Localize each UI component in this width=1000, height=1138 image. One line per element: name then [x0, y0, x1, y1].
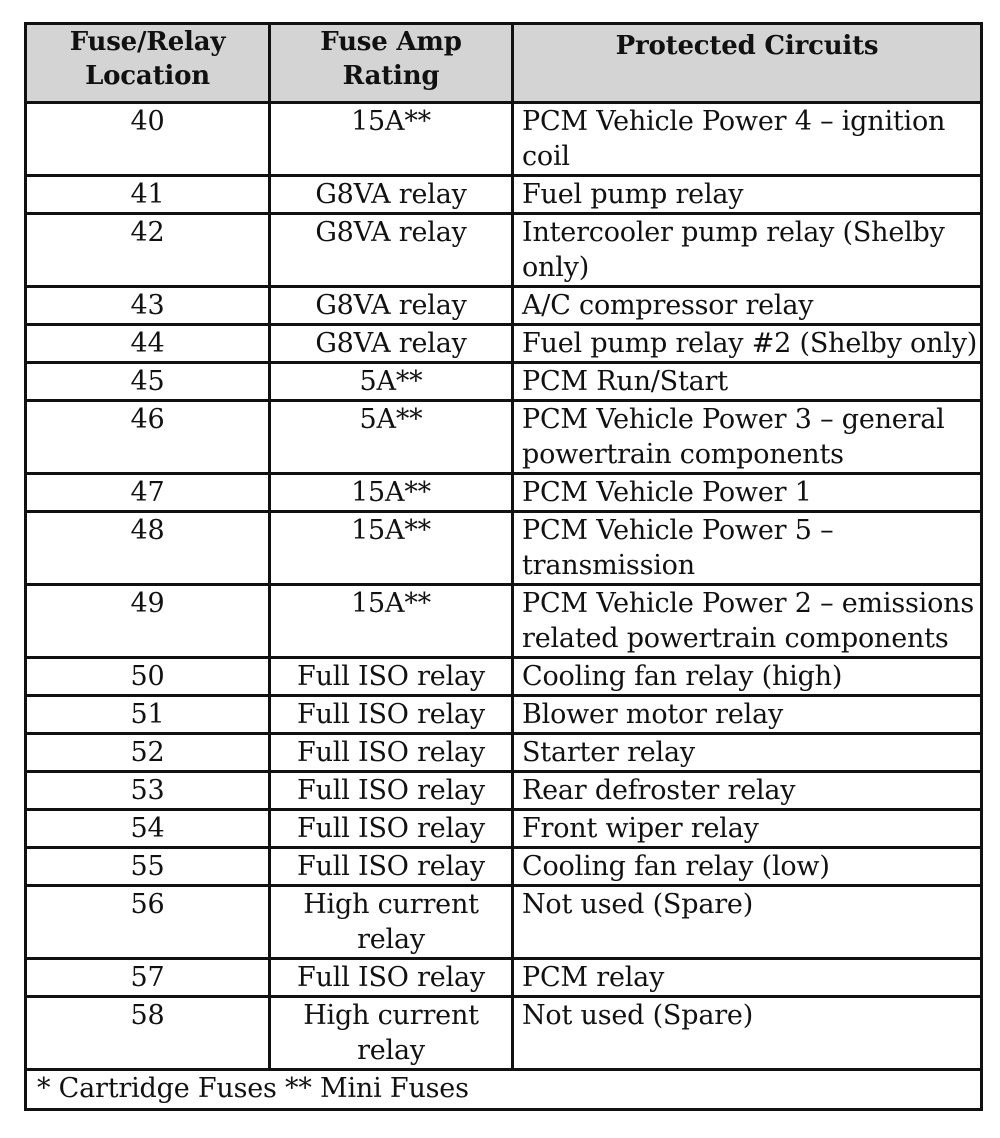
table-row	[26, 772, 982, 810]
location-cell: 49	[26, 585, 270, 658]
fuse-relay-table	[24, 22, 983, 1111]
amp-rating-cell: 15A**	[270, 474, 513, 512]
amp-rating-cell: Full ISO relay	[270, 658, 513, 696]
location-cell: 48	[26, 512, 270, 585]
circuit-cell: PCM Vehicle Power 5 – transmission	[513, 512, 982, 585]
amp-rating-cell: Full ISO relay	[270, 696, 513, 734]
table-row	[26, 810, 982, 848]
header-protected-circuits: Protected Circuits	[513, 24, 982, 103]
location-cell: 56	[26, 886, 270, 959]
circuit-cell: Rear defroster relay	[513, 772, 982, 810]
location-cell: 47	[26, 474, 270, 512]
header-amp-rating: Fuse Amp Rating	[270, 24, 513, 103]
location-cell: 57	[26, 959, 270, 997]
amp-rating-cell: High current relay	[270, 997, 513, 1070]
amp-rating-cell: 5A**	[270, 363, 513, 401]
table-row	[26, 585, 982, 658]
table-row	[26, 176, 982, 214]
location-cell: 54	[26, 810, 270, 848]
location-cell: 58	[26, 997, 270, 1070]
location-cell: 50	[26, 658, 270, 696]
table-row	[26, 734, 982, 772]
location-cell: 51	[26, 696, 270, 734]
circuit-cell: Not used (Spare)	[513, 997, 982, 1070]
location-cell: 55	[26, 848, 270, 886]
location-cell: 52	[26, 734, 270, 772]
circuit-cell: PCM Vehicle Power 4 – ignition coil	[513, 103, 982, 176]
circuit-cell: Intercooler pump relay (Shelby only)	[513, 214, 982, 287]
circuit-cell: Blower motor relay	[513, 696, 982, 734]
amp-rating-cell: Full ISO relay	[270, 772, 513, 810]
amp-rating-cell: G8VA relay	[270, 287, 513, 325]
circuit-cell: PCM Vehicle Power 3 – general powertrain components	[513, 401, 982, 474]
location-cell: 41	[26, 176, 270, 214]
circuit-cell: Fuel pump relay #2 (Shelby only)	[513, 325, 982, 363]
table-row	[26, 363, 982, 401]
footnote: * Cartridge Fuses ** Mini Fuses	[26, 1070, 982, 1110]
table-row	[26, 959, 982, 997]
amp-rating-cell: Full ISO relay	[270, 959, 513, 997]
location-cell: 53	[26, 772, 270, 810]
circuit-cell: Cooling fan relay (low)	[513, 848, 982, 886]
location-cell: 45	[26, 363, 270, 401]
circuit-cell: Fuel pump relay	[513, 176, 982, 214]
table-row	[26, 287, 982, 325]
table-row	[26, 512, 982, 585]
circuit-cell: Starter relay	[513, 734, 982, 772]
header-row	[26, 24, 982, 103]
amp-rating-cell: 5A**	[270, 401, 513, 474]
table-row	[26, 103, 982, 176]
circuit-cell: PCM relay	[513, 959, 982, 997]
table-row	[26, 848, 982, 886]
circuit-cell: PCM Run/Start	[513, 363, 982, 401]
location-cell: 40	[26, 103, 270, 176]
table-row	[26, 658, 982, 696]
table-row	[26, 997, 982, 1070]
location-cell: 43	[26, 287, 270, 325]
amp-rating-cell: G8VA relay	[270, 176, 513, 214]
table-row	[26, 214, 982, 287]
table-row	[26, 696, 982, 734]
circuit-cell: Not used (Spare)	[513, 886, 982, 959]
footnote-row	[26, 1070, 982, 1110]
circuit-cell: A/C compressor relay	[513, 287, 982, 325]
location-cell: 42	[26, 214, 270, 287]
circuit-cell: Cooling fan relay (high)	[513, 658, 982, 696]
amp-rating-cell: G8VA relay	[270, 214, 513, 287]
circuit-cell: Front wiper relay	[513, 810, 982, 848]
table-body	[26, 103, 982, 1110]
amp-rating-cell: High current relay	[270, 886, 513, 959]
circuit-cell: PCM Vehicle Power 1	[513, 474, 982, 512]
amp-rating-cell: Full ISO relay	[270, 810, 513, 848]
table-row	[26, 886, 982, 959]
table-header	[26, 24, 982, 103]
location-cell: 44	[26, 325, 270, 363]
circuit-cell: PCM Vehicle Power 2 – emissions related powertrain components	[513, 585, 982, 658]
table-row	[26, 474, 982, 512]
table-row	[26, 325, 982, 363]
amp-rating-cell: Full ISO relay	[270, 734, 513, 772]
amp-rating-cell: 15A**	[270, 103, 513, 176]
header-location: Fuse/Relay Location	[26, 24, 270, 103]
amp-rating-cell: G8VA relay	[270, 325, 513, 363]
amp-rating-cell: Full ISO relay	[270, 848, 513, 886]
location-cell: 46	[26, 401, 270, 474]
amp-rating-cell: 15A**	[270, 512, 513, 585]
table-row	[26, 401, 982, 474]
amp-rating-cell: 15A**	[270, 585, 513, 658]
